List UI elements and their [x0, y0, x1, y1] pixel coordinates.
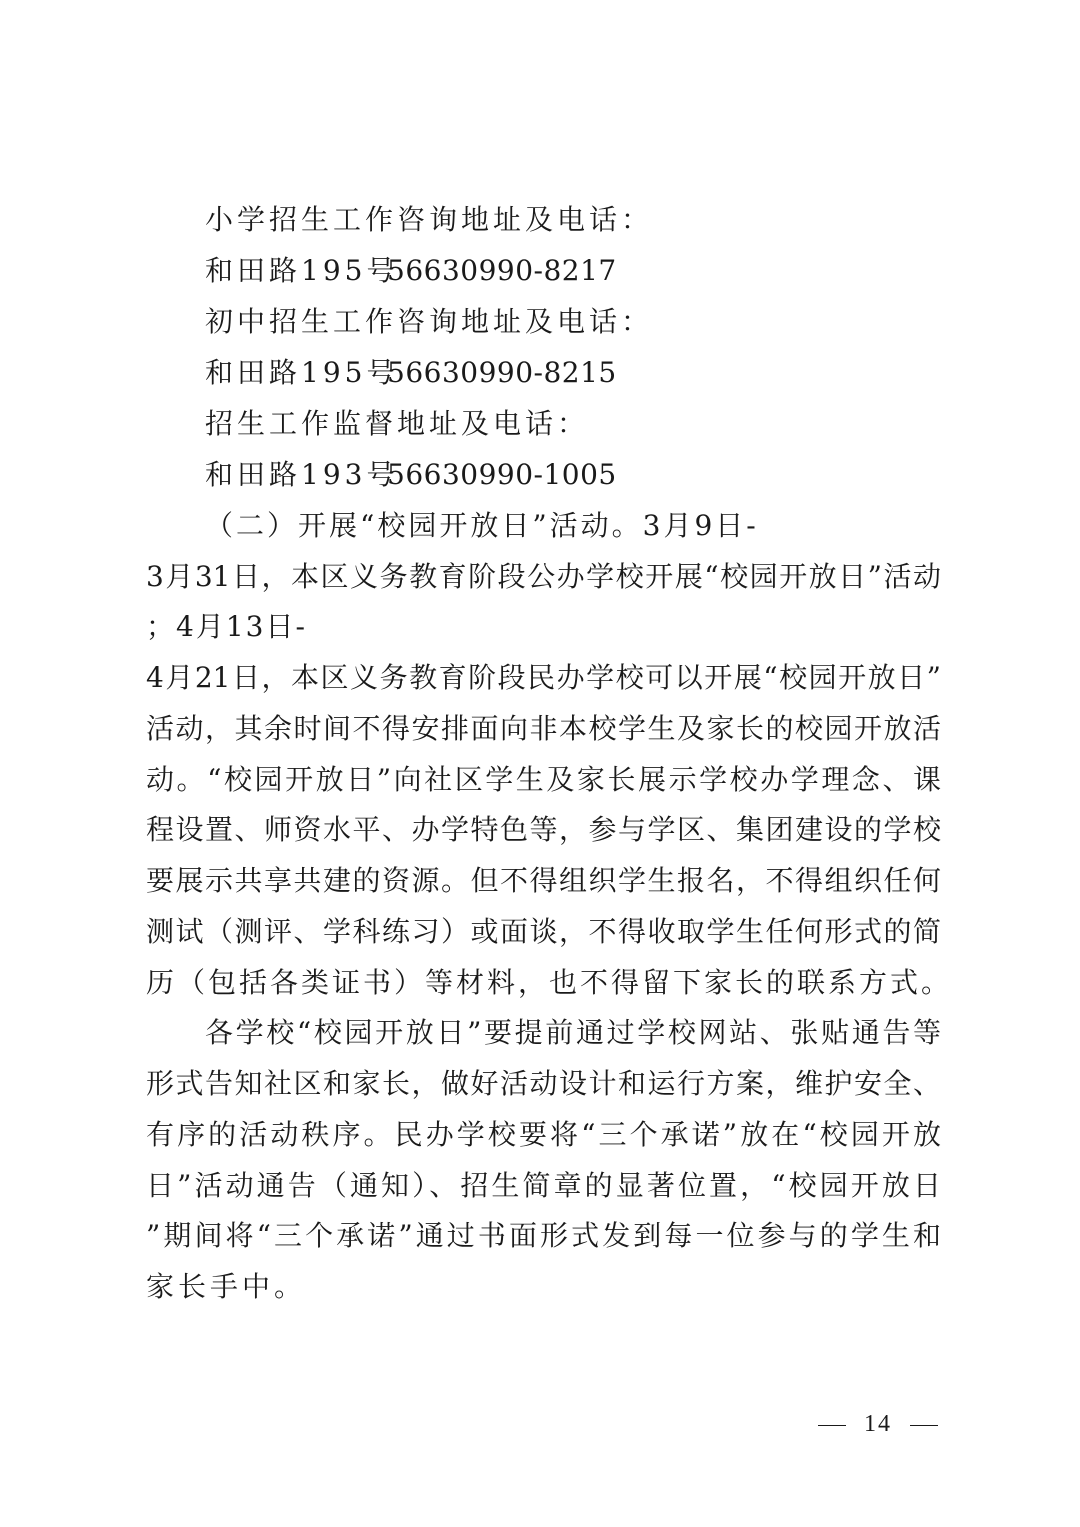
section2-line-10: 历（包括各类证书）等材料，也不得留下家长的联系方式。: [146, 966, 953, 999]
page-number-dash-right: [910, 1425, 938, 1426]
primary-contact-address: 和田路195号: [205, 254, 399, 287]
para3-line-2: 形式告知社区和家长，做好活动设计和运行方案，维护安全、: [146, 1067, 941, 1100]
para3-line-6: 家长手中。: [146, 1270, 307, 1303]
middle-contact-info: [205, 353, 617, 393]
section2-line-7: 程设置、师资水平、办学特色等，参与学区、集团建设的学校: [146, 813, 941, 846]
primary-contact-phone: 56630990-8217: [387, 254, 617, 287]
section2-line-5: 活动，其余时间不得安排面向非本校学生及家长的校园开放活: [146, 712, 941, 745]
para3-line-1: 各学校“校园开放日”要提前通过学校网站、张贴通告等: [205, 1016, 941, 1049]
supervision-contact-info: [205, 455, 617, 495]
section2-line-6: 动。“校园开放日”向社区学生及家长展示学校办学理念、课: [146, 763, 941, 796]
middle-contact-address: 和田路195号: [205, 356, 399, 389]
section2-line-4: 4月21日，本区义务教育阶段民办学校可以开展“校园开放日”: [146, 661, 941, 694]
supervision-contact-label: 招生工作监督地址及电话：: [205, 407, 590, 440]
section2-line-2: 3月31日，本区义务教育阶段公办学校开展“校园开放日”活动: [146, 560, 941, 593]
section2-line-1: （二）开展“校园开放日”活动。3月9日-: [205, 509, 759, 542]
middle-contact-label: 初中招生工作咨询地址及电话：: [205, 305, 654, 338]
page-number: [818, 1404, 938, 1444]
section2-line-3: ；4月13日-: [146, 610, 307, 643]
primary-contact-info: [205, 251, 617, 291]
para3-line-3: 有序的活动秩序。民办学校要将“三个承诺”放在“校园开放: [146, 1118, 941, 1151]
page-number-dash-left: [818, 1425, 846, 1426]
para3-line-5: ”期间将“三个承诺”通过书面形式发到每一位参与的学生和: [146, 1219, 941, 1252]
section2-line-8: 要展示共享共建的资源。但不得组织学生报名，不得组织任何: [146, 864, 941, 897]
supervision-contact-address: 和田路193号: [205, 458, 399, 491]
primary-contact-label: 小学招生工作咨询地址及电话：: [205, 203, 654, 236]
para3-line-4: 日”活动通告（通知）、招生简章的显著位置，“校园开放日: [146, 1169, 941, 1202]
section2-line-9: 测试（测评、学科练习）或面谈，不得收取学生任何形式的简: [146, 915, 941, 948]
page-number-value: 14: [864, 1411, 892, 1437]
middle-contact-phone: 56630990-8215: [387, 356, 617, 389]
supervision-contact-phone: 56630990-1005: [387, 458, 617, 491]
